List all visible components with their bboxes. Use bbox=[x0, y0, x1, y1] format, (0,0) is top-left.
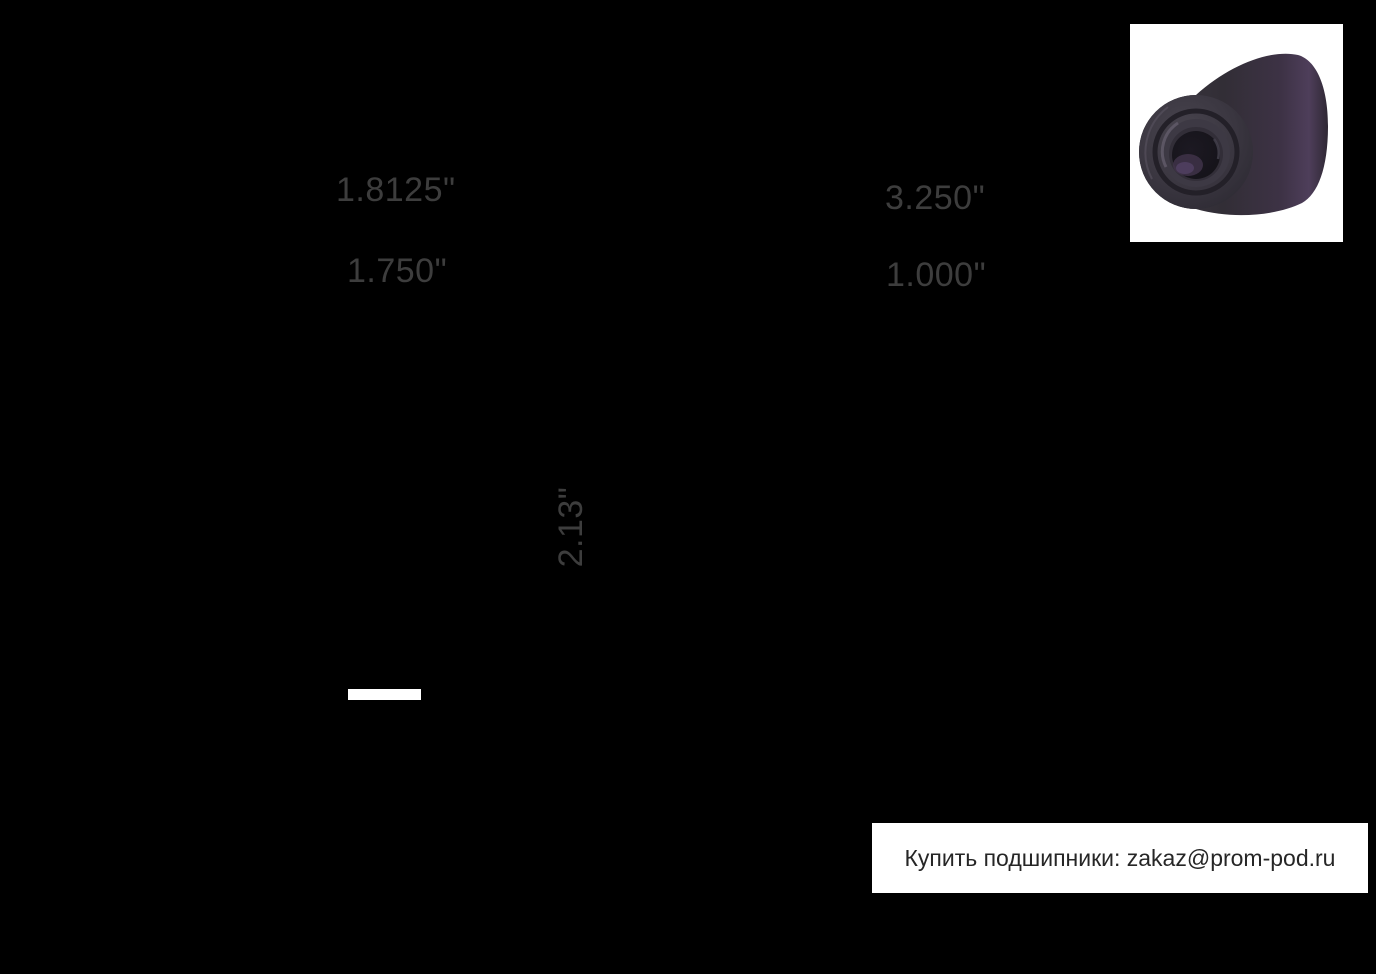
dimension-label-top-right: 3.250" bbox=[885, 179, 986, 217]
dimension-marker-bar bbox=[348, 689, 421, 700]
product-photo-panel bbox=[1130, 24, 1343, 242]
contact-banner bbox=[872, 823, 1368, 893]
dimension-label-bottom-left: 1.750" bbox=[347, 252, 448, 290]
dimension-label-bottom-right: 1.000" bbox=[886, 256, 987, 294]
contact-text: Купить подшипники: zakaz@prom-pod.ru bbox=[904, 844, 1336, 871]
dimension-label-top-left: 1.8125" bbox=[336, 171, 456, 209]
bearing-product-image bbox=[1130, 24, 1343, 242]
dimension-label-vertical: 2.13" bbox=[552, 486, 590, 568]
